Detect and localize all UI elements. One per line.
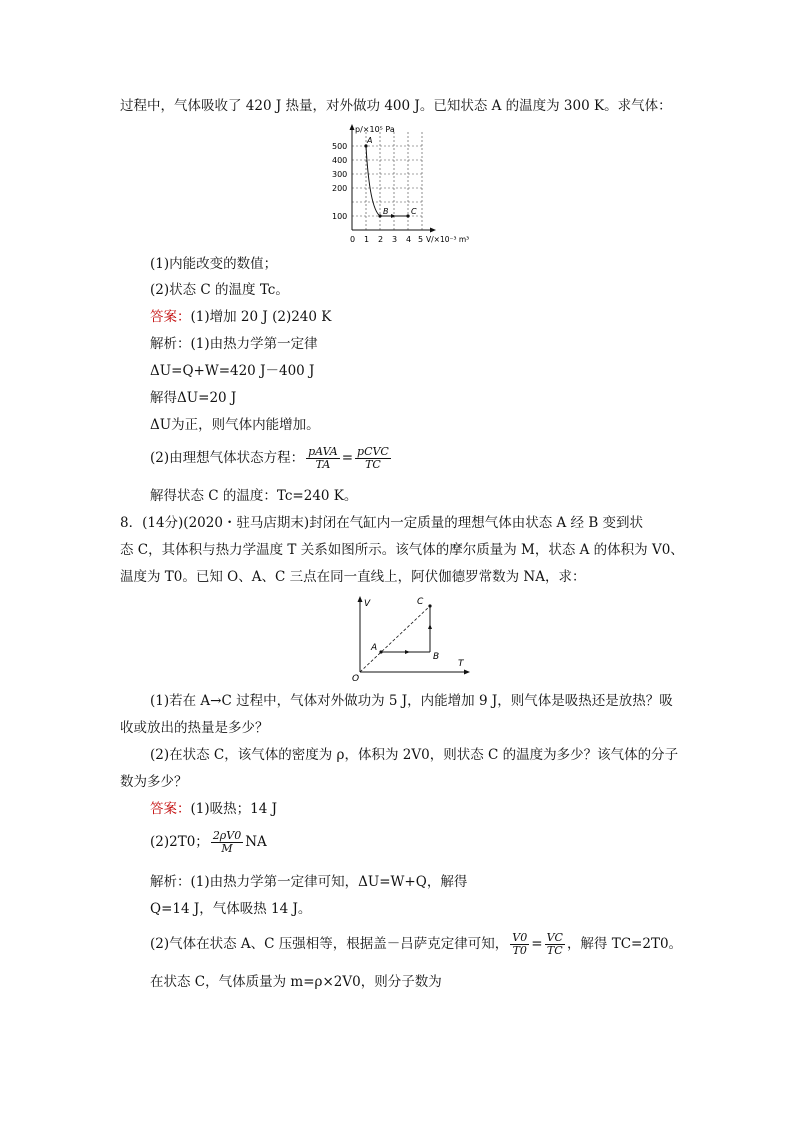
answer-label: 答案： [150,801,191,817]
denominator: M [221,842,233,855]
q8-analysis2 [150,932,682,957]
q8-analysis1b: Q=14 J，气体吸热 14 J。 [150,901,312,917]
pv-point-c: C [411,207,417,216]
answer-text: (1)增加 20 J (2)240 K [190,309,332,325]
pv-diagram [330,122,470,246]
pv-x-label: V/×10⁻³ m³ [426,235,470,244]
q8-sub2b: 数为多少？ [120,774,188,790]
analysis2-suffix: ，解得 TC=2T0。 [566,936,683,952]
q7-sub1: (1)内能改变的数值； [150,256,278,272]
ans2-prefix: (2)2T0； [150,834,209,850]
numerator: VC [546,931,563,944]
fraction [510,932,529,957]
numerator: pCVC [357,445,389,458]
equals-sign: = [531,936,543,952]
q8-sub1a: (1)若在 A→C 过程中，气体对外做功为 5 J，内能增加 9 J，则气体是吸热还是放热？吸 [150,693,673,709]
analysis2-prefix: (2)气体在状态 A、C 压强相等，根据盖－吕萨克定律可知， [150,936,509,952]
q8-analysis1: 解析：(1)由热力学第一定律可知，ΔU=W+Q，解得 [150,874,468,890]
pv-x-tick: 5 [418,235,424,244]
vt-origin: O [352,674,360,682]
q7-eq1: ΔU=Q+W=420 J－400 J [150,363,315,379]
denominator: TC [546,944,563,957]
vt-point-a: A [371,643,378,653]
q8-answer [150,800,277,818]
q7-intro: 过程中，气体吸收了 420 J 热量，对外做功 400 J。已知状态 A 的温度为 300 K。求气体： [120,98,672,114]
denominator: TC [365,458,381,471]
q8-line3: 温度为 T0。已知 O、A、C 三点在同一直线上，阿伏伽德罗常数为 NA，求： [120,569,586,585]
pv-y-tick: 500 [332,142,348,151]
pv-y-tick: 100 [332,212,348,221]
pv-x-tick: 3 [392,235,398,244]
pv-x-tick: 1 [364,235,370,244]
fraction [545,932,565,957]
numerator: 2ρV0 [212,829,242,842]
pv-y-tick: 300 [332,170,348,179]
q7-solve1: 解得ΔU=20 J [150,390,237,406]
vt-point-b: B [433,652,440,662]
fraction [211,830,243,855]
q7-solve2: 解得状态 C 的温度：Tc=240 K。 [150,488,358,504]
numerator: pAVA [308,445,338,458]
q7-sub2: (2)状态 C 的温度 Tc。 [150,282,289,298]
answer-label: 答案： [150,309,191,325]
numerator: V0 [512,931,528,944]
q8-answer2 [150,830,267,855]
q7-eq2 [150,446,393,471]
q8-sub1b: 收或放出的热量是多少？ [120,720,269,736]
pv-y-label: p/×10⁵ Pa [355,125,395,134]
q8-analysis3: 在状态 C，气体质量为 m=ρ×2V0，则分子数为 [150,974,442,990]
pv-x-tick: 4 [406,235,412,244]
pv-x-tick: 2 [378,235,384,244]
pv-y-tick: 200 [332,184,348,193]
denominator: T0 [512,944,527,957]
ans2-suffix: NA [245,834,267,850]
vt-y-label: V [364,599,371,609]
pv-point-b: B [383,207,389,216]
q7-analysis1: 解析：(1)由热力学第一定律 [150,336,318,352]
q7-answer [150,308,331,326]
q8-line2: 态 C，其体积与热力学温度 T 关系如图所示。该气体的摩尔质量为 M，状态 A 的体积为 V0、 [120,542,684,558]
equals-sign: = [341,450,354,466]
q8-sub2a: (2)在状态 C，该气体的密度为 ρ，体积为 2V0，则状态 C 的温度为多少？该气体的分子 [150,747,679,763]
pv-y-tick: 400 [332,156,348,165]
q7-positive: ΔU为正，则气体内能增加。 [150,417,320,433]
denominator: TA [315,458,331,471]
pv-x-tick: 0 [350,235,356,244]
fraction [355,446,391,471]
vt-x-label: T [458,659,464,669]
pv-point-a: A [367,136,373,145]
eq2-prefix: (2)由理想气体状态方程： [150,450,305,466]
vt-point-c: C [417,597,424,607]
vt-diagram [348,592,478,682]
q8-line1: 8．(14分)(2020・驻马店期末)封闭在气缸内一定质量的理想气体由状态 A 经 B 变到状 [120,515,644,531]
answer-text: (1)吸热；14 J [190,801,278,817]
fraction [306,446,340,471]
